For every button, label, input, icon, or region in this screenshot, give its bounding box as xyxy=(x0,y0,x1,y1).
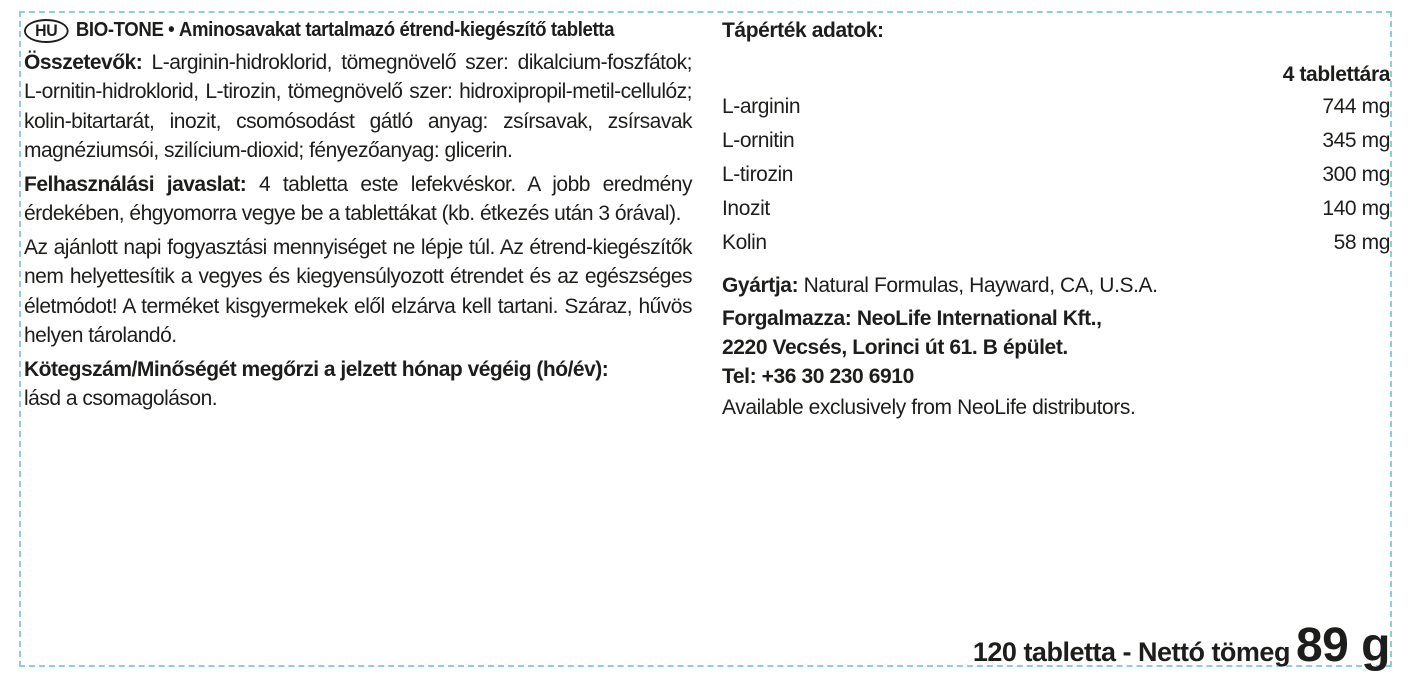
ingredients-text: L-arginin-hidroklorid, tömegnövelő szer: dikalcium-foszfátok; L-ornitin-hidroklorid, L-tirozin, tömegnövelő szer: hidroxipropil-metil-cellulóz; kolin-bitartarát, inozit, csomósodást gátló anyag: zsírsavak, zsírsavak magnéziumsói, szilícium-dioxid; fényezőanyag: glicerin. xyxy=(24,50,692,162)
nutrient-name: L-arginin xyxy=(722,94,801,118)
usage-label: Felhasználási javaslat: xyxy=(24,172,247,196)
nutrient-amount: 140 mg xyxy=(1322,196,1390,220)
left-column xyxy=(24,16,692,418)
net-weight-value: 89 g xyxy=(1295,619,1390,672)
product-header xyxy=(24,16,694,46)
nutrition-table xyxy=(722,89,1390,259)
nutrient-amount: 300 mg xyxy=(1322,162,1390,186)
header-bullet: • xyxy=(168,19,175,41)
product-description: Aminosavakat tartalmazó étrend-kiegészítő tabletta xyxy=(178,19,615,41)
distributor-phone: Tel: +36 30 230 6910 xyxy=(722,365,914,388)
nutrition-row xyxy=(722,191,1390,225)
warning-paragraph xyxy=(24,233,692,351)
distributor-line2: 2220 Vecsés, Lorinci út 61. B épület. xyxy=(722,336,1068,359)
batch-label: Kötegszám/Minőségét megőrzi a jelzett hónap végéig (hó/év): xyxy=(24,357,609,381)
nutrient-name: Inozit xyxy=(722,196,770,220)
manufacturer-label: Gyártja: xyxy=(722,274,799,297)
warning-text: Az ajánlott napi fogyasztási mennyiséget ne lépje túl. Az étrend-kiegészítők nem helyettesítik a vegyes és kiegyensúlyozott étrendet és az egészséges életmódot! A terméket kisgyermekek elől elzárva kell tartani. Száraz, hűvös helyen tárolandó. xyxy=(24,235,692,347)
nutrient-name: L-ornitin xyxy=(722,128,795,152)
manufacturer-line xyxy=(722,271,1390,300)
ingredients-paragraph xyxy=(24,48,692,166)
availability-text: Available exclusively from NeoLife distributors. xyxy=(722,396,1136,419)
nutrient-name: Kolin xyxy=(722,230,767,254)
tablet-count-text: 120 tabletta - Nettó tömeg xyxy=(972,637,1290,667)
language-badge: HU xyxy=(24,19,68,43)
nutrition-column-header: 4 tablettára xyxy=(1282,63,1390,86)
manufacturer-text: Natural Formulas, Hayward, CA, U.S.A. xyxy=(803,274,1158,297)
nutrition-row xyxy=(722,89,1390,123)
batch-text: lásd a csomagoláson. xyxy=(24,387,218,410)
usage-text: 4 tabletta este lefekvéskor. A jobb eredmény érdekében, éhgyomorra vegye be a tablettákat (kb. étkezés után 3 órával). xyxy=(24,172,692,225)
net-weight-footer xyxy=(972,619,1390,672)
nutrition-row xyxy=(722,225,1390,259)
nutrient-amount: 345 mg xyxy=(1322,128,1390,152)
nutrition-title: Tápérték adatok: xyxy=(722,19,884,42)
ingredients-label: Összetevők: xyxy=(24,50,143,74)
nutrient-name: L-tirozin xyxy=(722,162,794,186)
nutrition-row xyxy=(722,123,1390,157)
right-column xyxy=(722,16,1390,422)
distributor-line1: Forgalmazza: NeoLife International Kft., xyxy=(722,307,1102,330)
nutrient-amount: 744 mg xyxy=(1322,94,1390,118)
nutrition-row xyxy=(722,157,1390,191)
batch-paragraph xyxy=(24,355,692,414)
usage-paragraph xyxy=(24,170,692,229)
product-name: BIO-TONE xyxy=(75,19,164,41)
nutrient-amount: 58 mg xyxy=(1333,230,1390,254)
